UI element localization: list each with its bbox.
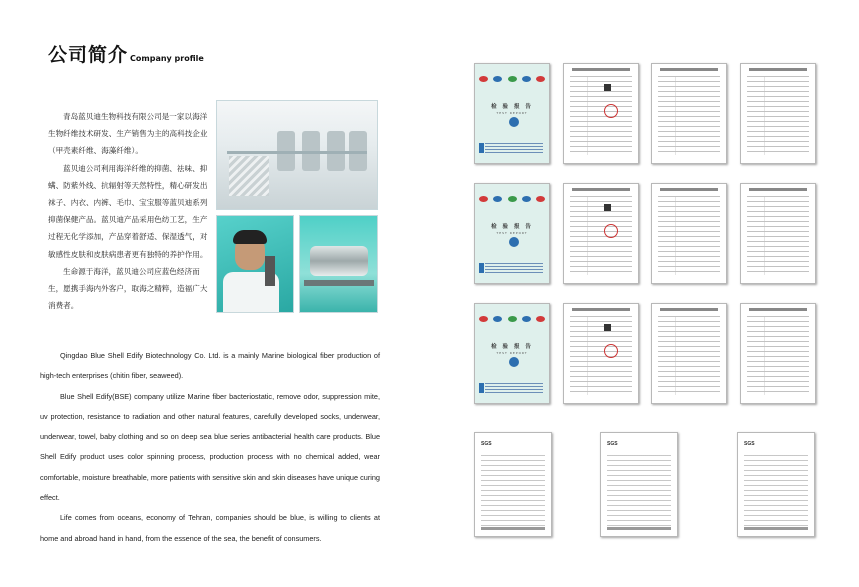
stamp-icon xyxy=(604,104,618,118)
institute-logo-icon xyxy=(479,383,484,393)
sgs-logo: SGS xyxy=(744,441,755,447)
sgs-logo: SGS xyxy=(607,441,618,447)
cover-subtitle: TEST REPORT xyxy=(496,111,528,115)
sgs-report-page xyxy=(600,432,678,537)
cover-title: 检 验 报 告 xyxy=(491,344,533,350)
report-page xyxy=(740,183,816,284)
qr-code-icon xyxy=(604,204,611,211)
report-page xyxy=(563,183,639,284)
intro-zh-paragraph: 蓝贝迪公司利用海洋纤维的抑菌、祛味、抑螨、防紫外线、抗辐射等天然特性，精心研发出袜子、内衣、内裤、毛巾、宝宝服等蓝贝迪系列抑菌保健产品。蓝贝迪产品采用色纺工艺，生产过程无化学添加，产品穿着舒适、保湿透气，对敏感性皮肤和皮肤病患者更有独特的养护作用。 xyxy=(48,163,208,259)
cover-subtitle: TEST REPORT xyxy=(496,351,528,355)
report-page xyxy=(740,63,816,164)
report-page xyxy=(740,303,816,404)
cover-subtitle: TEST REPORT xyxy=(496,231,528,235)
factory-photo xyxy=(216,100,378,210)
report-page xyxy=(563,303,639,404)
test-report-cover xyxy=(474,63,550,164)
qr-code-icon xyxy=(604,324,611,331)
qr-code-icon xyxy=(604,84,611,91)
test-report-cover xyxy=(474,303,550,404)
institute-logo-icon xyxy=(479,143,484,153)
cover-title: 检 验 报 告 xyxy=(491,104,533,110)
test-report-cover xyxy=(474,183,550,284)
certification-logos-icon xyxy=(479,316,545,322)
report-page xyxy=(563,63,639,164)
title-zh: 公司简介 xyxy=(48,44,129,66)
report-page xyxy=(651,303,727,404)
report-page xyxy=(651,183,727,284)
sgs-report-page xyxy=(737,432,815,537)
intro-zh-paragraph: 青岛蓝贝迪生物科技有限公司是一家以海洋生物纤维技术研发、生产销售为主的高科技企业（甲壳素纤维、海藻纤维）。 xyxy=(48,112,208,156)
intro-en-paragraph: Blue Shell Edify(BSE) company utilize Marine fiber bacteriostatic, remove odor, suppression mite, uv protection, resistance to radiation and other natural features, carefully developed socks, underwear, underwear, towel, baby clothing and so on deep sea blue series antibacterial health care products. Blue Shell Edify product uses color spinning process, production process with no chemical added, wear comfortable, moisture breathable, more patients with sensitive skin and skin diseases have unique curing effect. xyxy=(40,391,380,503)
certification-logos-icon xyxy=(479,76,545,82)
certification-logos-icon xyxy=(479,196,545,202)
sgs-report-page xyxy=(474,432,552,537)
scientist-photo xyxy=(216,215,294,313)
title-en: Company profile xyxy=(130,54,204,63)
intro-en xyxy=(40,346,380,549)
emblem-icon xyxy=(509,357,519,367)
emblem-icon xyxy=(509,117,519,127)
machine-photo xyxy=(299,215,378,313)
page-title xyxy=(48,40,204,67)
stamp-icon xyxy=(604,344,618,358)
intro-en-paragraph: Life comes from oceans, economy of Tehran, companies should be blue, is willing to clients at home and abroad hand in hand, from the essence of the sea, the benefit of consumers. xyxy=(40,513,380,543)
cover-title: 检 验 报 告 xyxy=(491,224,533,230)
intro-en-paragraph: Qingdao Blue Shell Edify Biotechnology Co. Ltd. is a mainly Marine biological fiber production of high-tech enterprises (chitin fiber, seaweed). xyxy=(40,351,380,381)
intro-zh-paragraph: 生命源于海洋，蓝贝迪公司应蓝色经济而生，愿携手海内外客户，取海之精粹，造福广大消费者。 xyxy=(48,266,208,311)
sgs-logo: SGS xyxy=(481,441,492,447)
stamp-icon xyxy=(604,224,618,238)
intro-zh xyxy=(48,108,208,314)
emblem-icon xyxy=(509,237,519,247)
report-page xyxy=(651,63,727,164)
institute-logo-icon xyxy=(479,263,484,273)
